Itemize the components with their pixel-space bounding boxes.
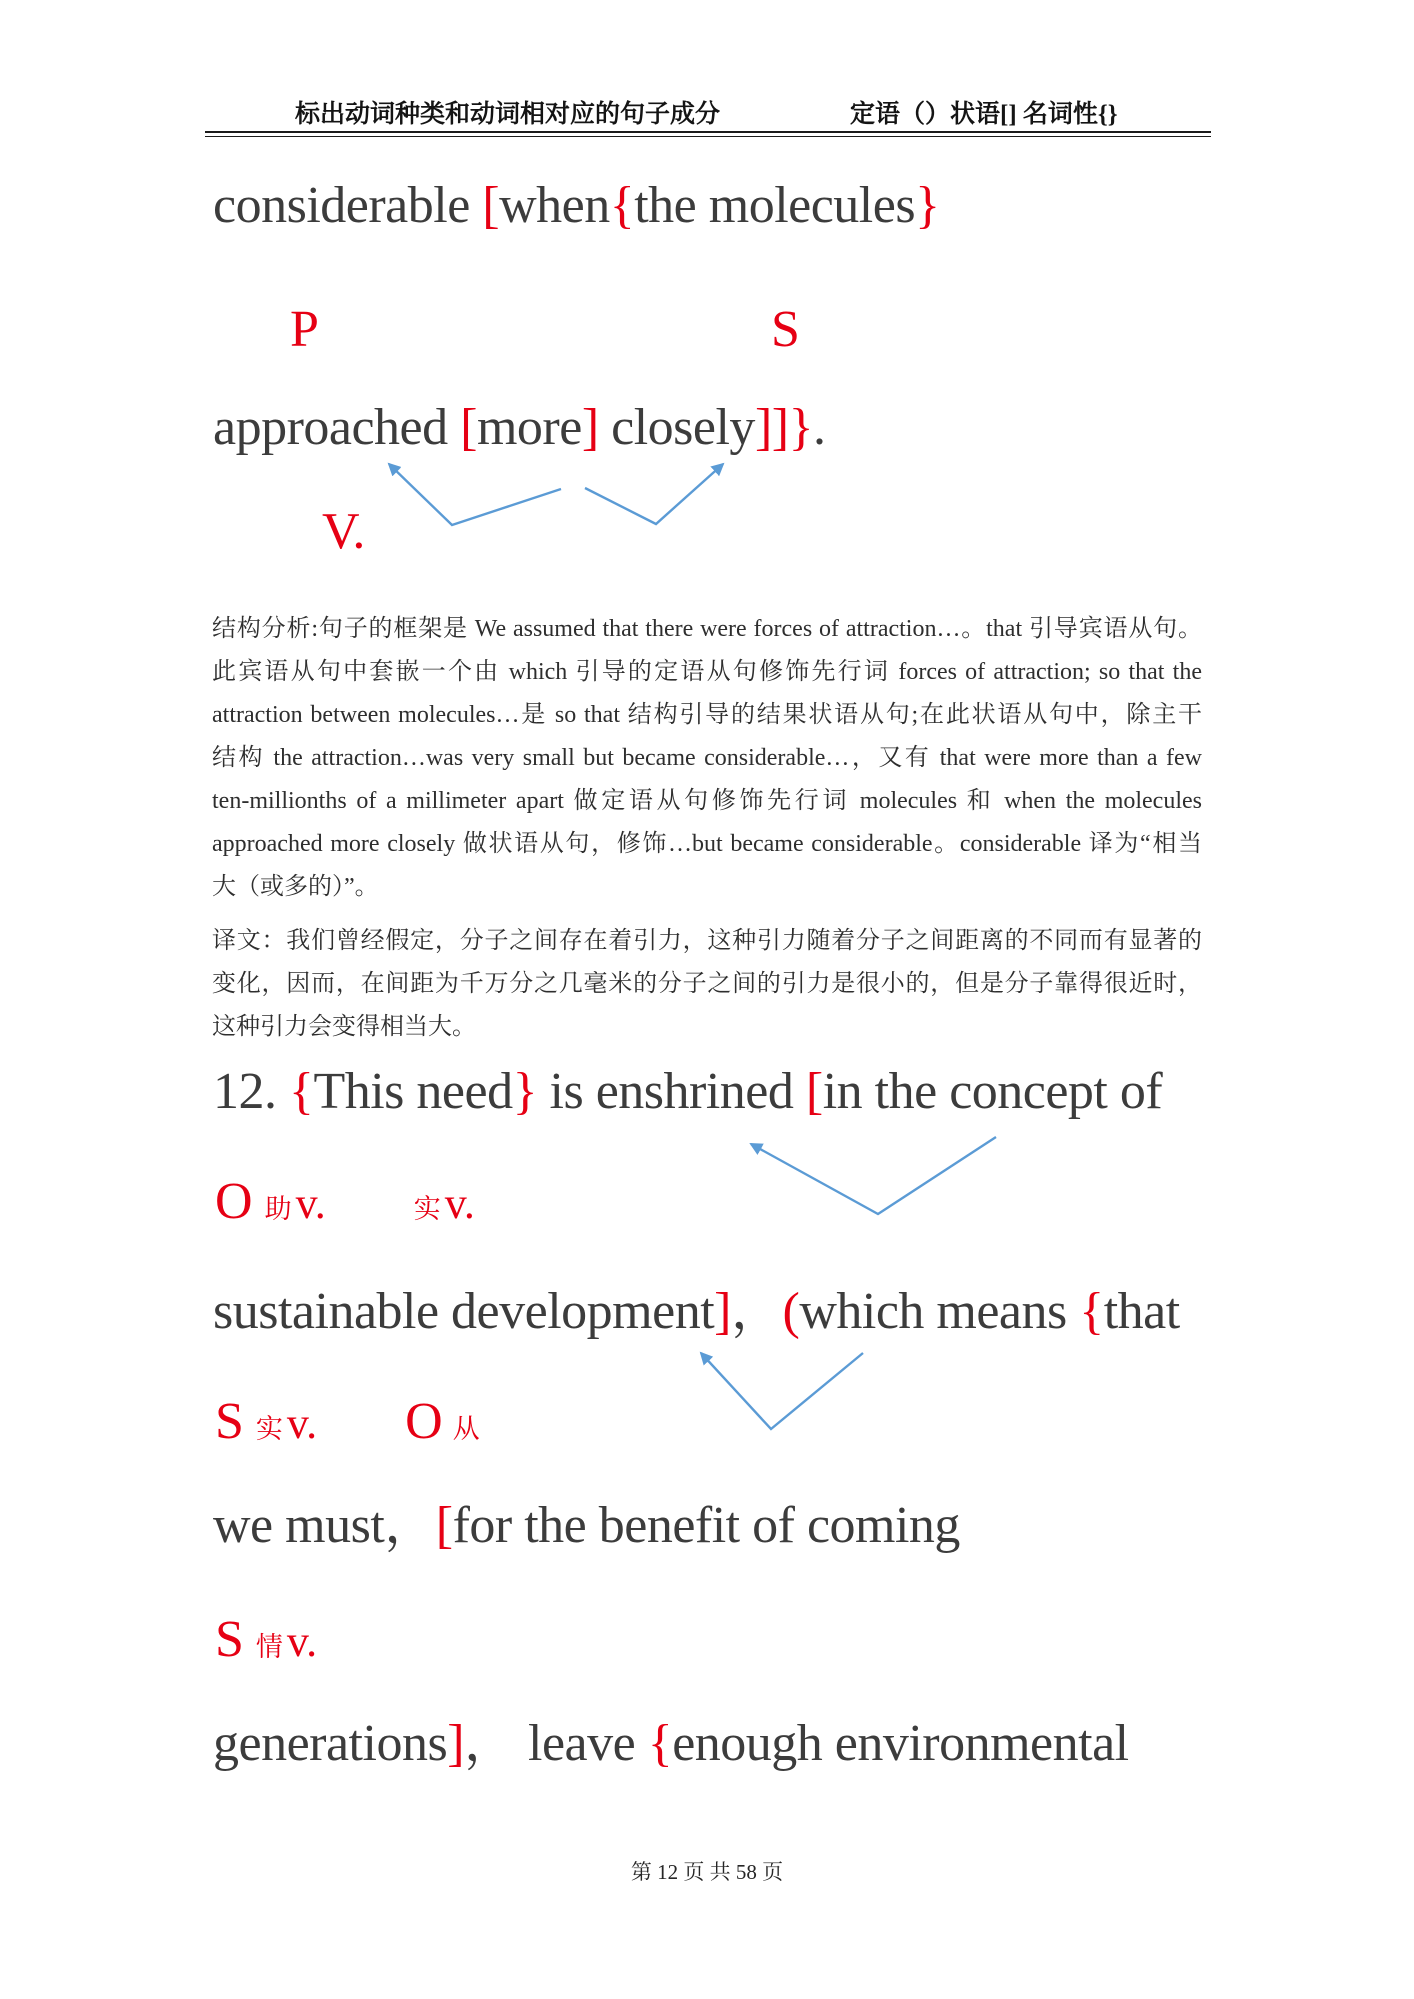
- arrow-to-enshrined: [751, 1137, 996, 1214]
- page-number: 第 12 页 共 58 页: [630, 1860, 784, 1884]
- label-modal: 情: [255, 1632, 283, 1662]
- header-right-legend: 定语（）状语[] 名词性{}: [850, 101, 1118, 128]
- item-number: 12.: [213, 1063, 289, 1120]
- adverbial-bracket-close: ]: [447, 1715, 465, 1772]
- analysis-line: ten-millionths of a millimeter apart 做定语从句修饰先行词 molecules 和 when the molecules: [212, 788, 1202, 814]
- closing-brackets: ]]}: [754, 399, 814, 456]
- nominal-brace-open: {: [647, 1715, 673, 1772]
- translation-line: 变化，因而，在间距为千万分之几毫米的分子之间的引力是很小的，但是分子靠得很近时，: [212, 971, 1202, 997]
- nominal-brace-close: }: [512, 1063, 538, 1120]
- adverbial-bracket-close: ]: [581, 399, 599, 456]
- text-segment: This need: [313, 1063, 513, 1120]
- label-auxiliary: 助: [264, 1194, 292, 1224]
- label-subject: S: [215, 1393, 244, 1450]
- text-segment: we must，: [213, 1497, 436, 1554]
- label-object: O: [215, 1173, 253, 1230]
- analysis-line: attraction between molecules…是 so that 结构引导的结果状语从句;在此状语从句中，除主干: [212, 702, 1202, 728]
- label-verb: v.: [286, 1617, 318, 1666]
- analysis-paragraph: [212, 608, 1202, 909]
- label-predicative: P: [290, 301, 319, 358]
- sentence-11-line-1: [213, 176, 940, 236]
- adverbial-bracket-open: [: [805, 1063, 823, 1120]
- text-segment: enough environmental: [672, 1715, 1129, 1772]
- sentence-12-line-1: [213, 1062, 1162, 1122]
- sentence-12-line-3: [213, 1496, 960, 1556]
- sentence-12-line-2: [213, 1282, 1180, 1342]
- adverbial-bracket-open: [: [435, 1497, 453, 1554]
- text-segment: is enshrined: [537, 1063, 806, 1120]
- translation-line: 这种引力会变得相当大。: [212, 1014, 476, 1040]
- label-subject: S: [215, 1611, 244, 1668]
- text-segment: sustainable development: [213, 1283, 715, 1340]
- label-notional: 实: [413, 1194, 441, 1224]
- label-subject-row: [215, 1392, 480, 1451]
- text-segment: generations: [213, 1715, 448, 1772]
- analysis-line: 结构 the attraction…was very small but became considerable…，又有 that were more than a few: [212, 745, 1202, 771]
- adverbial-bracket-close: ]: [714, 1283, 731, 1340]
- text-segment: when: [499, 177, 610, 234]
- text-segment: considerable: [213, 177, 483, 234]
- label-subject: S: [771, 301, 800, 358]
- sentence-12-line-4: [213, 1714, 1129, 1774]
- sentence-11-line-2: [213, 398, 826, 458]
- header-rule: [205, 131, 1211, 137]
- comma: ，: [730, 1283, 783, 1340]
- label-clause: 从: [452, 1414, 480, 1444]
- text-segment: leave: [528, 1715, 648, 1772]
- label-object-row: [215, 1172, 475, 1231]
- text-segment: that: [1103, 1283, 1180, 1340]
- analysis-line: 大（或多的）”。: [212, 874, 379, 900]
- text-segment: for the benefit of coming: [452, 1497, 960, 1554]
- analysis-line: 此宾语从句中套嵌一个由 which 引导的定语从句修饰先行词 forces of attraction; so that the: [212, 659, 1202, 685]
- nominal-brace-open: {: [609, 177, 635, 234]
- label-verb: V.: [322, 503, 365, 560]
- translation-line: 译文：我们曾经假定，分子之间存在着引力，这种引力随着分子之间距离的不同而有显著的: [212, 928, 1202, 954]
- adverbial-bracket-open: [: [482, 177, 500, 234]
- comma: ，: [464, 1715, 529, 1772]
- text-segment: in the concept of: [822, 1063, 1163, 1120]
- label-verb: v.: [286, 1399, 318, 1448]
- nominal-brace-open: {: [1079, 1283, 1104, 1340]
- text-segment: which means: [799, 1283, 1080, 1340]
- arrow-to-development: [701, 1353, 863, 1429]
- label-subject-row-2: [215, 1610, 317, 1669]
- analysis-line: approached more closely 做状语从句，修饰…but became considerable。considerable 译为“相当: [212, 831, 1202, 857]
- nominal-brace-open: {: [289, 1063, 314, 1120]
- label-notional: 实: [255, 1414, 283, 1444]
- arrow-to-approached: [389, 464, 561, 525]
- text-segment: the molecules: [634, 177, 916, 234]
- nominal-brace-close: }: [915, 177, 940, 234]
- text-segment: closely: [598, 399, 755, 456]
- text-segment: approached: [213, 399, 461, 456]
- header-left-title: 标出动词种类和动词相对应的句子成分: [295, 101, 721, 128]
- adverbial-bracket-open: [: [460, 399, 477, 456]
- translation-paragraph: [212, 920, 1202, 1049]
- label-object: O: [405, 1393, 443, 1450]
- attributive-paren-open: (: [782, 1283, 800, 1340]
- label-verb: v.: [444, 1179, 475, 1228]
- analysis-line: 结构分析:句子的框架是 We assumed that there were forces of attraction…。that 引导宾语从句。: [212, 616, 1202, 642]
- arrow-to-closely: [585, 464, 723, 524]
- text-segment: more: [476, 399, 582, 456]
- label-verb: v.: [295, 1179, 326, 1228]
- period: .: [813, 399, 826, 456]
